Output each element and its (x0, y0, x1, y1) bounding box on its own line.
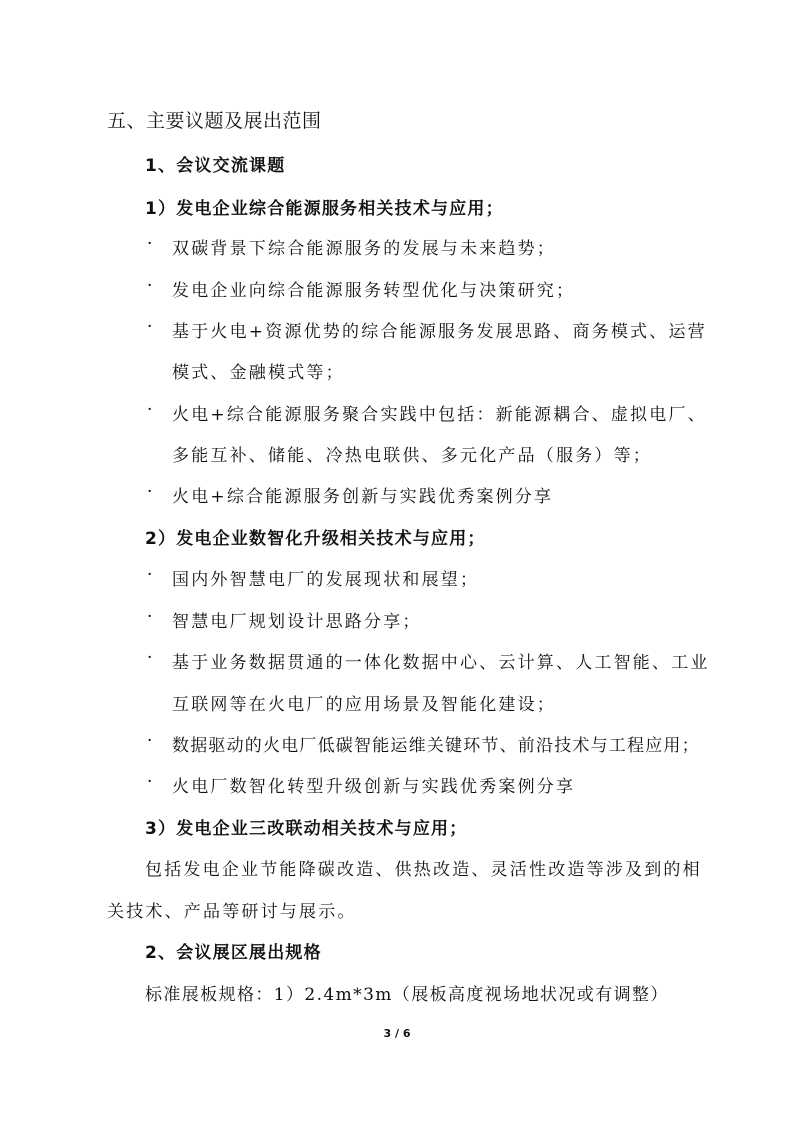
topic-title-3: 3）发电企业三改联动相关技术与应用； (145, 819, 468, 839)
bullet-item: 发电企业向综合能源服务转型优化与决策研究； (172, 281, 576, 301)
bullet-marker: · (147, 482, 153, 502)
exhibition-spec-text: 标准展板规格：1）2.4m*3m（展板高度视场地状况或有调整） (145, 985, 669, 1005)
subsection-title-2: 2、会议展区展出规格 (145, 943, 322, 963)
bullet-item: 数据驱动的火电厂低碳智能运维关键环节、前沿技术与工程应用； (172, 736, 700, 756)
bullet-item: 智慧电厂规划设计思路分享； (172, 612, 422, 632)
topic-title-1: 1）发电企业综合能源服务相关技术与应用； (145, 199, 504, 219)
bullet-item: 国内外智慧电厂的发展现状和展望； (172, 570, 480, 590)
bullet-item: 基于业务数据贯通的一体化数据中心、云计算、人工智能、工业 (172, 653, 710, 673)
bullet-item-continued: 多能互补、储能、冷热电联供、多元化产品（服务）等； (172, 446, 652, 466)
bullet-marker: · (147, 565, 153, 585)
bullet-marker: · (147, 234, 153, 254)
bullet-item-continued: 互联网等在火电厂的应用场景及智能化建设； (172, 695, 556, 715)
subsection-title-1: 1、会议交流课题 (145, 156, 286, 176)
bullet-marker: · (147, 400, 153, 420)
bullet-item-continued: 模式、金融模式等； (172, 363, 345, 383)
bullet-marker: · (147, 648, 153, 668)
bullet-item: 基于火电+资源优势的综合能源服务发展思路、商务模式、运营 (172, 322, 707, 342)
topic-title-2: 2）发电企业数智化升级相关技术与应用； (145, 529, 486, 549)
bullet-marker: · (147, 772, 153, 792)
bullet-item: 火电+综合能源服务创新与实践优秀案例分享 (172, 487, 554, 507)
bullet-marker: · (147, 607, 153, 627)
bullet-item: 火电+综合能源服务聚合实践中包括：新能源耦合、虚拟电厂、 (172, 405, 707, 425)
bullet-marker: · (147, 276, 153, 296)
section-title: 五、主要议题及展出范围 (107, 110, 322, 132)
bullet-item: 火电厂数智化转型升级创新与实践优秀案例分享 (172, 777, 576, 797)
bullet-marker: · (147, 731, 153, 751)
paragraph: 包括发电企业节能降碳改造、供热改造、灵活性改造等涉及到的相 (145, 860, 702, 880)
page-number: 3 / 6 (383, 1027, 411, 1040)
bullet-marker: · (147, 317, 153, 337)
bullet-item: 双碳背景下综合能源服务的发展与未来趋势； (172, 239, 556, 259)
paragraph-continued: 关技术、产品等研讨与展示。 (107, 902, 357, 922)
